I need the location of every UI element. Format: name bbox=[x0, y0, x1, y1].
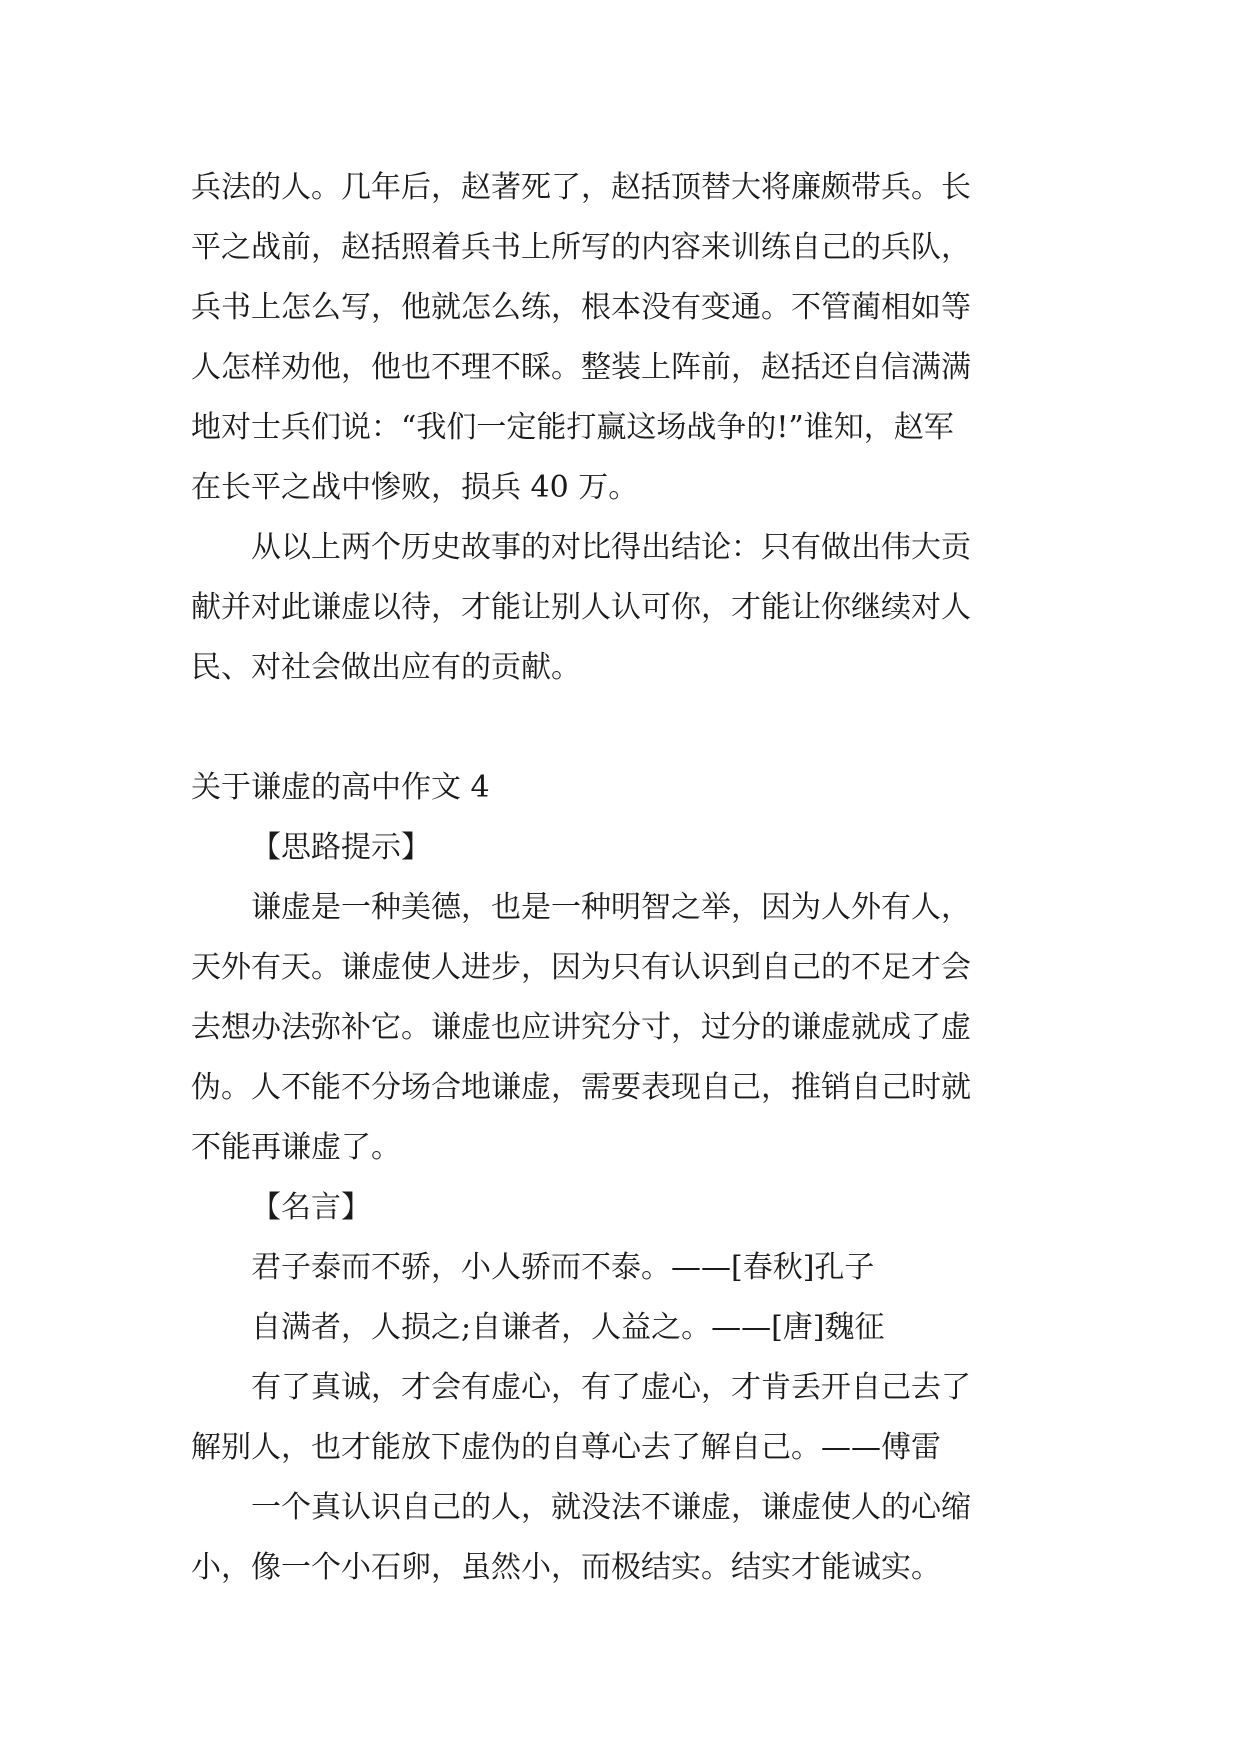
quote-heading-text: 【名言】 bbox=[251, 1190, 371, 1225]
quote-heading bbox=[191, 1178, 1071, 1238]
text-line: 一个真认识自己的人，就没法不谦虚，谦虚使人的心缩 bbox=[251, 1490, 971, 1525]
text-line: 解别人，也才能放下虚伪的自尊心去了解自己。——傅雷 bbox=[191, 1430, 941, 1465]
text-line: 自满者，人损之;自谦者，人益之。——[唐]魏征 bbox=[251, 1310, 885, 1345]
text-line: 人怎样劝他，他也不理不睬。整装上阵前，赵括还自信满满 bbox=[191, 350, 971, 385]
text-line: 民、对社会做出应有的贡献。 bbox=[191, 650, 581, 685]
text-line: 谦虚是一种美德，也是一种明智之举，因为人外有人， bbox=[251, 890, 971, 925]
text-line: 献并对此谦虚以待，才能让别人认可你，才能让你继续对人 bbox=[191, 590, 971, 625]
quote-self-knowledge bbox=[191, 1478, 1071, 1598]
paragraph-conclusion bbox=[191, 518, 1071, 698]
quote-weizheng bbox=[191, 1298, 1071, 1358]
text-line: 在长平之战中惨败，损兵 40 万。 bbox=[191, 470, 639, 505]
text-line: 从以上两个历史故事的对比得出结论：只有做出伟大贡 bbox=[251, 530, 971, 565]
text-line: 天外有天。谦虚使人进步，因为只有认识到自己的不足才会 bbox=[191, 950, 971, 985]
quote-fulei bbox=[191, 1358, 1071, 1478]
hint-heading-text: 【思路提示】 bbox=[251, 830, 431, 865]
section-title: 关于谦虚的高中作文 4 bbox=[191, 770, 490, 805]
text-line: 伪。人不能不分场合地谦虚，需要表现自己，推销自己时就 bbox=[191, 1070, 971, 1105]
text-line: 有了真诚，才会有虚心，有了虚心，才肯丢开自己去了 bbox=[251, 1370, 971, 1405]
text-line: 兵法的人。几年后，赵著死了，赵括顶替大将廉颇带兵。长 bbox=[191, 170, 971, 205]
paragraph-hint bbox=[191, 878, 1071, 1178]
text-line: 小，像一个小石卵，虽然小，而极结实。结实才能诚实。 bbox=[191, 1550, 941, 1585]
text-line: 平之战前，赵括照着兵书上所写的内容来训练自己的兵队， bbox=[191, 230, 971, 265]
document-body bbox=[191, 158, 1071, 1598]
text-line: 地对士兵们说：“我们一定能打赢这场战争的!”谁知，赵军 bbox=[191, 410, 954, 445]
paragraph-zhao-kuo-story bbox=[191, 158, 1071, 518]
hint-heading bbox=[191, 818, 1071, 878]
text-line: 兵书上怎么写，他就怎么练，根本没有变通。不管蔺相如等 bbox=[191, 290, 971, 325]
text-line: 不能再谦虚了。 bbox=[191, 1130, 401, 1165]
quote-confucius bbox=[191, 1238, 1071, 1298]
text-line: 君子泰而不骄，小人骄而不泰。——[春秋]孔子 bbox=[251, 1250, 875, 1285]
text-line: 去想办法弥补它。谦虚也应讲究分寸，过分的谦虚就成了虚 bbox=[191, 1010, 971, 1045]
